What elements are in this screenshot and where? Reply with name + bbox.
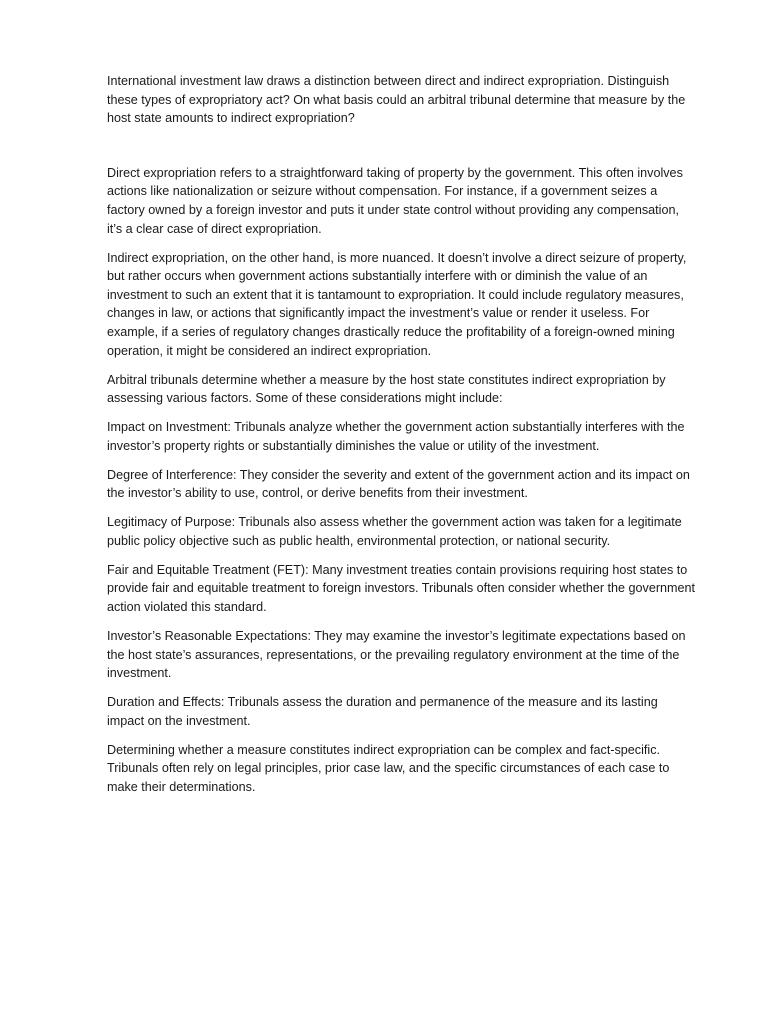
tribunal-factors-intro-paragraph: Arbitral tribunals determine whether a measure by the host state constitutes indirect expropriation by assessing various factors. Some of these considerations might include: <box>107 372 666 406</box>
indirect-expropriation-paragraph: Indirect expropriation, on the other hand, is more nuanced. It doesn’t involve a direct seizure of property, but rather occurs when government actions substantially interfere with or diminish the value of an investment to such an extent that it is tantamount to expropriation. It could include regulatory measures, changes in law, or actions that significantly impact the investment’s value or render it useless. For example, if a series of regulatory changes drastically reduce the profitability of a foreign-owned mining operation, it might be considered an indirect expropriation. <box>107 250 687 358</box>
factor-fet-paragraph: Fair and Equitable Treatment (FET): Many investment treaties contain provisions requiring host states to provide fair and equitable treatment to foreign investors. Tribunals often consider whether the government action violated this standard. <box>107 562 696 614</box>
conclusion-paragraph: Determining whether a measure constitutes indirect expropriation can be complex and fact-specific. Tribunals often rely on legal principles, prior case law, and the specific circumstances of each case to make their determinations. <box>107 742 670 794</box>
factor-impact-paragraph: Impact on Investment: Tribunals analyze whether the government action substantially interferes with the investor’s property rights or substantially diminishes the value or utility of the investment. <box>107 420 685 453</box>
direct-expropriation-paragraph: Direct expropriation refers to a straightforward taking of property by the government. This often involves actions like nationalization or seizure without compensation. For instance, if a government seizes a factory owned by a foreign investor and puts it under state control without providing any compensation, it’s a clear case of direct expropriation. <box>107 165 683 236</box>
factor-legitimacy-paragraph: Legitimacy of Purpose: Tribunals also assess whether the government action was taken for a legitimate public policy objective such as public health, environmental protection, or national security. <box>107 515 682 548</box>
document-page <box>107 72 697 807</box>
factor-interference-paragraph: Degree of Interference: They consider the severity and extent of the government action and its impact on the investor’s ability to use, control, or derive benefits from their investment. <box>107 467 690 501</box>
factor-duration-paragraph: Duration and Effects: Tribunals assess the duration and permanence of the measure and its lasting impact on the investment. <box>107 695 658 728</box>
factor-expectations-paragraph: Investor’s Reasonable Expectations: They may examine the investor’s legitimate expectations based on the host state’s assurances, representations, or the prevailing regulatory environment at the time of the investment. <box>107 628 686 681</box>
question-paragraph: International investment law draws a distinction between direct and indirect expropriation. Distinguish these types of expropriatory act? On what basis could an arbitral tribunal determine that measure by the host state amounts to indirect expropriation? <box>107 74 686 126</box>
